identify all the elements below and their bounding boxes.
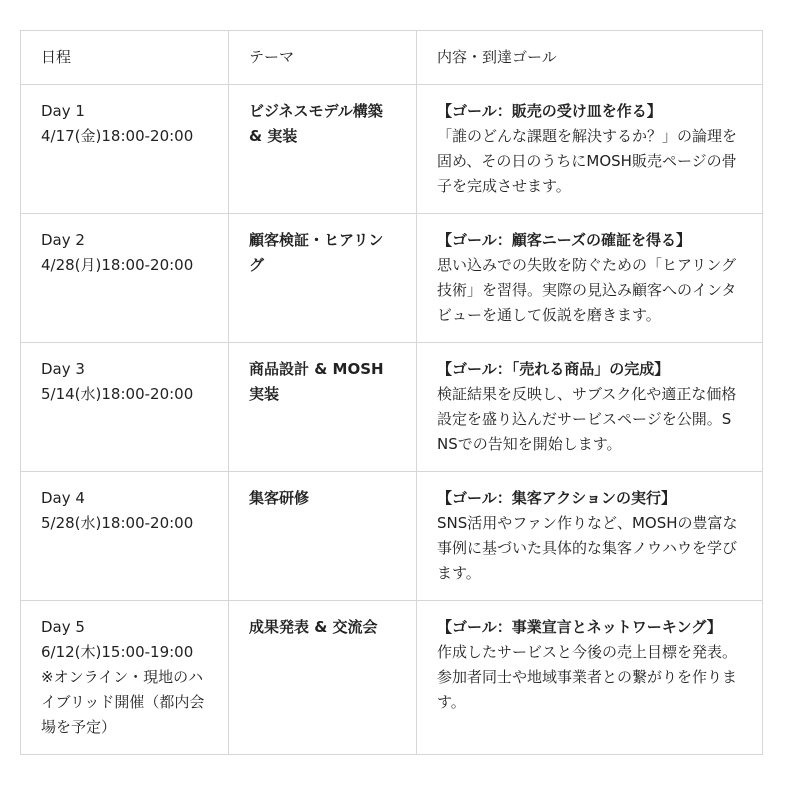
datetime-label: 5/28(水)18:00-20:00 <box>41 514 194 532</box>
date-cell <box>21 343 229 472</box>
description-text: 作成したサービスと今後の売上目標を発表。参加者同士や地域事業者との繋がりを作ります。 <box>437 643 738 711</box>
venue-note: ※オンライン・現地のハイブリッド開催（都内会場を予定） <box>41 668 205 736</box>
datetime-label: 5/14(水)18:00-20:00 <box>41 385 194 403</box>
date-cell <box>21 601 229 755</box>
header-theme: テーマ <box>229 31 417 85</box>
table-row <box>21 214 763 343</box>
description-text: SNS活用やファン作りなど、MOSHの豊富な事例に基づいた具体的な集客ノウハウを学びます。 <box>437 514 738 582</box>
goal-label: 【ゴール：事業宣言とネットワーキング】 <box>437 618 722 636</box>
goal-label: 【ゴール：「売れる商品」の完成】 <box>437 360 670 378</box>
theme-label: 顧客検証・ヒアリング <box>249 231 384 274</box>
datetime-label: 4/28(月)18:00-20:00 <box>41 256 194 274</box>
datetime-label: 4/17(金)18:00-20:00 <box>41 127 194 145</box>
theme-label: ビジネスモデル構築 & 実装 <box>249 102 383 145</box>
theme-cell <box>229 85 417 214</box>
schedule-table <box>20 30 763 755</box>
goal-label: 【ゴール：集客アクションの実行】 <box>437 489 676 507</box>
date-cell <box>21 85 229 214</box>
goal-label: 【ゴール：販売の受け皿を作る】 <box>437 102 662 120</box>
table-row <box>21 85 763 214</box>
table-row <box>21 343 763 472</box>
date-cell <box>21 214 229 343</box>
theme-cell <box>229 343 417 472</box>
description-text: 思い込みでの失敗を防ぐための「ヒアリング技術」を習得。実際の見込み顧客へのインタビューを通して仮説を磨きます。 <box>437 256 737 324</box>
day-label: Day 5 <box>41 618 85 636</box>
date-cell <box>21 472 229 601</box>
table-row <box>21 472 763 601</box>
header-content: 内容・到達ゴール <box>417 31 763 85</box>
content-cell <box>417 472 763 601</box>
theme-label: 成果発表 & 交流会 <box>249 618 378 636</box>
header-date: 日程 <box>21 31 229 85</box>
content-cell <box>417 214 763 343</box>
description-text: 検証結果を反映し、サブスク化や適正な価格設定を盛り込んだサービスページを公開。SNSでの告知を開始します。 <box>437 385 737 453</box>
theme-label: 集客研修 <box>249 489 310 507</box>
theme-cell <box>229 472 417 601</box>
theme-label: 商品設計 & MOSH 実装 <box>249 360 384 403</box>
day-label: Day 4 <box>41 489 85 507</box>
description-text: 「誰のどんな課題を解決するか？」の論理を固め、その日のうちにMOSH販売ページの骨子を完成させます。 <box>437 127 738 195</box>
theme-cell <box>229 214 417 343</box>
day-label: Day 2 <box>41 231 85 249</box>
theme-cell <box>229 601 417 755</box>
table-header-row <box>21 31 763 85</box>
goal-label: 【ゴール：顧客ニーズの確証を得る】 <box>437 231 691 249</box>
content-cell <box>417 601 763 755</box>
content-cell <box>417 85 763 214</box>
content-cell <box>417 343 763 472</box>
datetime-label: 6/12(木)15:00-19:00 <box>41 643 194 661</box>
table-row <box>21 601 763 755</box>
day-label: Day 3 <box>41 360 85 378</box>
day-label: Day 1 <box>41 102 85 120</box>
